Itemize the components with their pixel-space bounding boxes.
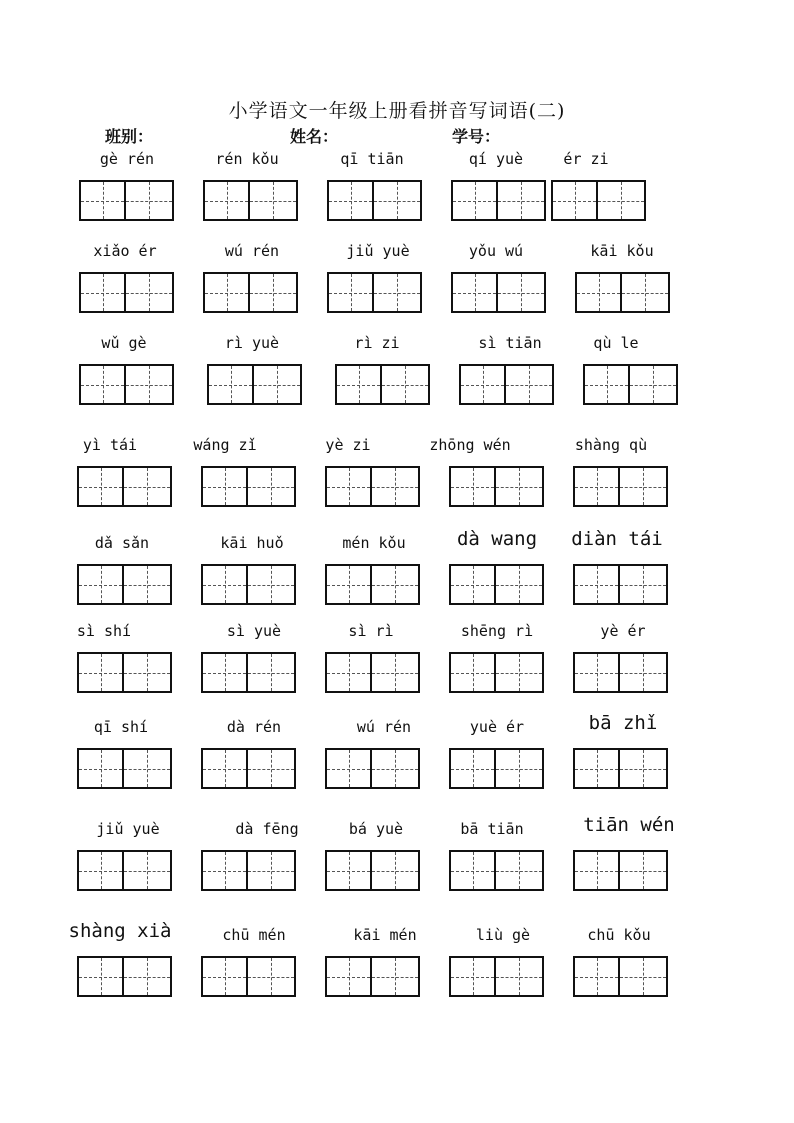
writing-cell[interactable] (77, 748, 124, 789)
writing-cell[interactable] (496, 748, 544, 789)
writing-box-pair[interactable] (573, 652, 668, 694)
name-label: 姓名： (290, 127, 339, 146)
writing-cell[interactable] (126, 364, 174, 405)
worksheet-row (0, 712, 794, 798)
writing-box-pair[interactable] (449, 466, 544, 508)
class-label: 班别： (105, 127, 154, 146)
writing-box-pair[interactable] (79, 364, 174, 406)
writing-cell[interactable] (325, 748, 372, 789)
writing-box-pair[interactable] (451, 272, 546, 314)
pinyin-prompt: sì shí (76, 622, 132, 640)
writing-box-pair[interactable] (207, 364, 302, 406)
pinyin-prompt: shàng xià (68, 920, 172, 942)
writing-cell[interactable] (124, 850, 172, 891)
writing-cell[interactable] (201, 564, 248, 605)
writing-cell[interactable] (498, 180, 546, 221)
writing-cell[interactable] (79, 364, 126, 405)
pinyin-prompt: tiān wén (583, 814, 675, 836)
writing-cell[interactable] (551, 180, 598, 221)
writing-box-pair[interactable] (325, 564, 420, 606)
writing-cell[interactable] (201, 850, 248, 891)
writing-cell[interactable] (372, 466, 420, 507)
writing-box-pair[interactable] (77, 466, 172, 508)
writing-cell[interactable] (250, 180, 298, 221)
writing-box-pair[interactable] (77, 956, 172, 998)
writing-cell[interactable] (575, 272, 622, 313)
writing-box-pair[interactable] (573, 748, 668, 790)
writing-box-pair[interactable] (459, 364, 554, 406)
writing-box-pair[interactable] (201, 466, 296, 508)
writing-cell[interactable] (325, 850, 372, 891)
writing-cell[interactable] (459, 364, 506, 405)
writing-cell[interactable] (573, 466, 620, 507)
writing-cell[interactable] (325, 956, 372, 997)
pinyin-prompt: rì yuè (224, 334, 280, 352)
pinyin-prompt: dà wang (456, 528, 538, 550)
writing-cell[interactable] (327, 180, 374, 221)
worksheet-row (0, 436, 794, 516)
writing-cell[interactable] (620, 850, 668, 891)
writing-box-pair[interactable] (449, 956, 544, 998)
writing-cell[interactable] (327, 272, 374, 313)
writing-cell[interactable] (449, 748, 496, 789)
writing-box-pair[interactable] (575, 272, 670, 314)
writing-box-pair[interactable] (201, 748, 296, 790)
pinyin-prompt: jiǔ yuè (96, 820, 160, 838)
writing-box-pair[interactable] (79, 272, 174, 314)
worksheet-row (0, 814, 794, 900)
pinyin-prompt: diàn tái (571, 528, 663, 550)
writing-cell[interactable] (496, 564, 544, 605)
writing-box-pair[interactable] (77, 850, 172, 892)
writing-cell[interactable] (382, 364, 430, 405)
pinyin-prompt: yuè ér (469, 718, 525, 736)
pinyin-prompt: dǎ sǎn (94, 534, 150, 552)
writing-cell[interactable] (250, 272, 298, 313)
writing-cell[interactable] (372, 652, 420, 693)
pinyin-prompt: rén kǒu (215, 150, 279, 168)
pinyin-prompt: kāi huǒ (220, 534, 284, 552)
pinyin-prompt: yì tái (82, 436, 138, 454)
writing-box-pair[interactable] (583, 364, 678, 406)
pinyin-prompt: sì rì (348, 622, 394, 640)
writing-cell[interactable] (598, 180, 646, 221)
writing-cell[interactable] (248, 956, 296, 997)
writing-cell[interactable] (372, 748, 420, 789)
writing-box-pair[interactable] (203, 180, 298, 222)
pinyin-prompt: bā tiān (460, 820, 524, 838)
writing-box-pair[interactable] (201, 850, 296, 892)
writing-cell[interactable] (573, 850, 620, 891)
writing-box-pair[interactable] (449, 564, 544, 606)
pinyin-prompt: gè rén (99, 150, 155, 168)
writing-cell[interactable] (372, 564, 420, 605)
pinyin-prompt: wú rén (356, 718, 412, 736)
writing-cell[interactable] (201, 956, 248, 997)
writing-cell[interactable] (372, 956, 420, 997)
writing-cell[interactable] (124, 466, 172, 507)
writing-box-pair[interactable] (201, 652, 296, 694)
pinyin-prompt: mén kǒu (342, 534, 406, 552)
worksheet-row (0, 528, 794, 614)
writing-box-pair[interactable] (327, 272, 422, 314)
writing-cell[interactable] (248, 564, 296, 605)
pinyin-prompt: shēng rì (460, 622, 534, 640)
writing-cell[interactable] (248, 850, 296, 891)
writing-box-pair[interactable] (335, 364, 430, 406)
pinyin-prompt: jiǔ yuè (346, 242, 410, 260)
writing-box-pair[interactable] (573, 466, 668, 508)
writing-cell[interactable] (124, 564, 172, 605)
writing-box-pair[interactable] (325, 652, 420, 694)
writing-box-pair[interactable] (79, 180, 174, 222)
pinyin-prompt: wǔ gè (101, 334, 147, 352)
pinyin-prompt: qī shí (93, 718, 149, 736)
writing-box-pair[interactable] (449, 850, 544, 892)
writing-cell[interactable] (203, 180, 250, 221)
writing-box-pair[interactable] (449, 748, 544, 790)
writing-box-pair[interactable] (201, 956, 296, 998)
writing-cell[interactable] (254, 364, 302, 405)
writing-cell[interactable] (496, 850, 544, 891)
writing-cell[interactable] (449, 652, 496, 693)
pinyin-prompt: rì zi (354, 334, 400, 352)
writing-cell[interactable] (325, 466, 372, 507)
writing-cell[interactable] (573, 956, 620, 997)
pinyin-prompt: chū mén (222, 926, 286, 944)
writing-cell[interactable] (124, 748, 172, 789)
pinyin-prompt: chū kǒu (587, 926, 651, 944)
writing-cell[interactable] (630, 364, 678, 405)
writing-cell[interactable] (124, 652, 172, 693)
writing-cell[interactable] (201, 748, 248, 789)
writing-box-pair[interactable] (551, 180, 646, 222)
pinyin-prompt: yè zi (325, 436, 371, 454)
worksheet-row (0, 622, 794, 702)
writing-cell[interactable] (79, 180, 126, 221)
writing-cell[interactable] (207, 364, 254, 405)
pinyin-prompt: qí yuè (468, 150, 524, 168)
writing-cell[interactable] (620, 466, 668, 507)
writing-cell[interactable] (506, 364, 554, 405)
writing-cell[interactable] (248, 748, 296, 789)
writing-box-pair[interactable] (325, 748, 420, 790)
page-title: 小学语文一年级上册看拼音写词语(二) (228, 100, 566, 122)
worksheet-row (0, 334, 794, 414)
worksheet-row (0, 150, 794, 230)
writing-cell[interactable] (496, 466, 544, 507)
worksheet-row (0, 242, 794, 322)
writing-cell[interactable] (622, 272, 670, 313)
writing-cell[interactable] (583, 364, 630, 405)
writing-box-pair[interactable] (325, 850, 420, 892)
writing-cell[interactable] (248, 652, 296, 693)
writing-cell[interactable] (451, 272, 498, 313)
pinyin-prompt: yè ér (600, 622, 646, 640)
pinyin-prompt: bā zhǐ (588, 712, 658, 734)
writing-cell[interactable] (248, 466, 296, 507)
writing-cell[interactable] (620, 652, 668, 693)
student-id-label: 学号： (452, 127, 501, 146)
writing-cell[interactable] (201, 466, 248, 507)
writing-box-pair[interactable] (573, 564, 668, 606)
pinyin-prompt: sì tiān (478, 334, 542, 352)
pinyin-prompt: xiǎo ér (93, 242, 157, 260)
writing-cell[interactable] (77, 850, 124, 891)
writing-cell[interactable] (201, 652, 248, 693)
pinyin-prompt: kāi mén (353, 926, 417, 944)
pinyin-prompt: qù le (593, 334, 639, 352)
writing-cell[interactable] (325, 564, 372, 605)
writing-cell[interactable] (126, 272, 174, 313)
writing-cell[interactable] (325, 652, 372, 693)
pinyin-prompt: dà fēng (235, 820, 299, 838)
writing-cell[interactable] (335, 364, 382, 405)
writing-cell[interactable] (620, 748, 668, 789)
writing-cell[interactable] (496, 956, 544, 997)
writing-cell[interactable] (126, 180, 174, 221)
writing-cell[interactable] (77, 466, 124, 507)
writing-cell[interactable] (449, 466, 496, 507)
pinyin-prompt: yǒu wú (468, 242, 524, 260)
writing-cell[interactable] (451, 180, 498, 221)
writing-box-pair[interactable] (573, 850, 668, 892)
writing-box-pair[interactable] (449, 652, 544, 694)
writing-box-pair[interactable] (203, 272, 298, 314)
pinyin-prompt: qī tiān (340, 150, 404, 168)
worksheet-row (0, 920, 794, 1006)
writing-cell[interactable] (620, 564, 668, 605)
pinyin-prompt: kāi kǒu (590, 242, 654, 260)
writing-box-pair[interactable] (201, 564, 296, 606)
writing-cell[interactable] (124, 956, 172, 997)
pinyin-prompt: bá yuè (348, 820, 404, 838)
writing-box-pair[interactable] (77, 652, 172, 694)
writing-box-pair[interactable] (451, 180, 546, 222)
writing-cell[interactable] (620, 956, 668, 997)
pinyin-prompt: dà rén (226, 718, 282, 736)
writing-box-pair[interactable] (327, 180, 422, 222)
pinyin-prompt: ér zi (563, 150, 609, 168)
writing-cell[interactable] (573, 564, 620, 605)
writing-cell[interactable] (573, 652, 620, 693)
writing-cell[interactable] (496, 652, 544, 693)
writing-cell[interactable] (449, 850, 496, 891)
writing-box-pair[interactable] (77, 564, 172, 606)
writing-cell[interactable] (203, 272, 250, 313)
writing-cell[interactable] (77, 564, 124, 605)
writing-cell[interactable] (449, 956, 496, 997)
writing-cell[interactable] (573, 748, 620, 789)
writing-cell[interactable] (372, 850, 420, 891)
writing-cell[interactable] (79, 272, 126, 313)
writing-cell[interactable] (77, 652, 124, 693)
writing-box-pair[interactable] (325, 956, 420, 998)
writing-box-pair[interactable] (573, 956, 668, 998)
pinyin-prompt: shàng qù (574, 436, 648, 454)
writing-box-pair[interactable] (325, 466, 420, 508)
writing-cell[interactable] (449, 564, 496, 605)
writing-box-pair[interactable] (77, 748, 172, 790)
writing-cell[interactable] (374, 180, 422, 221)
writing-cell[interactable] (374, 272, 422, 313)
writing-cell[interactable] (498, 272, 546, 313)
pinyin-prompt: sì yuè (226, 622, 282, 640)
pinyin-prompt: wú rén (224, 242, 280, 260)
pinyin-prompt: liù gè (475, 926, 531, 944)
writing-cell[interactable] (77, 956, 124, 997)
pinyin-prompt: wáng zǐ (193, 436, 257, 454)
pinyin-prompt: zhōng wén (429, 436, 511, 454)
